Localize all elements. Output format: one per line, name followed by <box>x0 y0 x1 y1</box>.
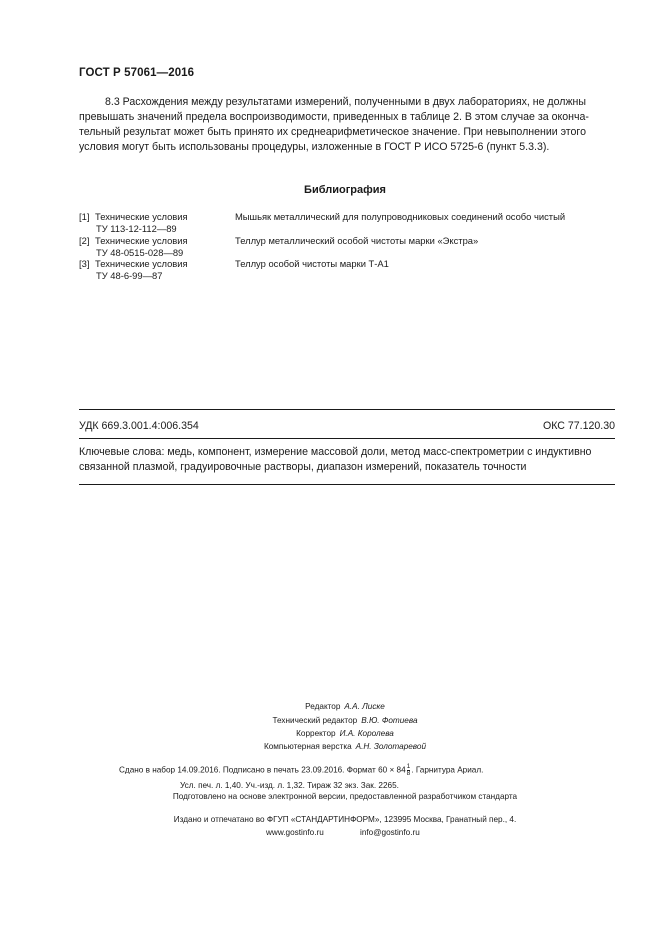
entry-number: [3] <box>79 258 90 269</box>
entry-number: [2] <box>79 235 90 246</box>
staff-role: Технический редактор <box>272 716 358 725</box>
print-details-line-3: Подготовлено на основе электронной версии, предоставленной разработчиком стандарта <box>172 792 518 801</box>
top-divider <box>79 409 615 410</box>
editor-line <box>0 702 661 711</box>
fraction-denominator: 8 <box>406 770 411 777</box>
staff-role: Корректор <box>296 729 336 738</box>
staff-name: А.А. Лиске <box>344 702 385 711</box>
technical-editor-line <box>0 716 661 725</box>
paragraph-line: условия могут быть использованы процедуры, изложенные в ГОСТ Р ИСО 5725-6 (пункт 5.3.3). <box>79 141 550 153</box>
keywords-line: Ключевые слова: медь, компонент, измерение массовой доли, метод масс-спектрометрии с индуктивно <box>79 446 592 458</box>
bottom-divider <box>79 484 615 485</box>
website-link[interactable]: www.gostinfo.ru <box>266 828 324 837</box>
entry-description: Теллур особой чистоты марки Т-А1 <box>235 258 389 269</box>
entry-type: Технические условия <box>95 211 188 222</box>
document-header: ГОСТ Р 57061—2016 <box>79 67 195 79</box>
staff-role: Компьютерная верстка <box>263 742 352 751</box>
entry-code: ТУ 48-6-99—87 <box>96 269 163 281</box>
paragraph-line: тельный результат может быть принято их среднеарифметическое значение. При невыполнении этого <box>79 126 586 138</box>
keywords-block <box>79 445 617 475</box>
layout-line <box>0 742 661 751</box>
keywords-line: связанной плазмой, градуировочные растворы, диапазон измерений, показатель точности <box>79 461 527 473</box>
staff-role: Редактор <box>305 702 341 711</box>
paragraph-line: превышать значений предела воспроизводимости, приведенных в таблице 2. В этом случае за оконча- <box>79 111 589 123</box>
oks-code: ОКС 77.120.30 <box>542 420 615 432</box>
entry-source <box>95 235 240 258</box>
entry-source <box>95 211 240 234</box>
entry-description: Мышьяк металлический для полупроводниковых соединений особо чистый <box>235 211 566 222</box>
staff-name: В.Ю. Фотиева <box>361 716 418 725</box>
entry-number: [1] <box>79 211 90 222</box>
email-link[interactable]: info@gostinfo.ru <box>360 828 420 837</box>
print-details-line-1 <box>119 764 659 777</box>
fraction-numerator: 1 <box>406 763 411 770</box>
entry-type: Технические условия <box>95 235 188 246</box>
entry-type: Технические условия <box>95 258 188 269</box>
entry-source <box>95 258 240 281</box>
corrector-line <box>0 729 661 738</box>
staff-name: И.А. Королева <box>339 729 394 738</box>
staff-name: А.Н. Золотаревой <box>355 742 427 751</box>
print-font: . Гарнитура Ариал. <box>411 765 484 775</box>
entry-code: ТУ 48-0515-028—89 <box>96 246 184 258</box>
middle-divider <box>79 438 615 439</box>
clause-8-3-paragraph <box>79 95 616 155</box>
entry-description: Теллур металлический особой чистоты марки «Экстра» <box>235 235 479 246</box>
publisher-line: Издано и отпечатано во ФГУП «СТАНДАРТИНФОРМ», 123995 Москва, Гранатный пер., 4. <box>173 815 517 824</box>
print-dates: Сдано в набор 14.09.2016. Подписано в печать 23.09.2016. Формат 60 × 84 <box>119 765 406 775</box>
entry-code: ТУ 113-12-112—89 <box>96 222 177 234</box>
format-fraction <box>407 764 411 777</box>
udc-code: УДК 669.3.001.4:006.354 <box>79 420 199 432</box>
bibliography-title: Библиография <box>304 184 386 196</box>
print-details-line-2: Усл. печ. л. 1,40. Уч.-изд. л. 1,32. Тираж 32 экз. Зак. 2265. <box>180 781 399 790</box>
paragraph-line: 8.3 Расхождения между результатами измерений, полученными в двух лабораториях, не должны <box>105 96 587 108</box>
